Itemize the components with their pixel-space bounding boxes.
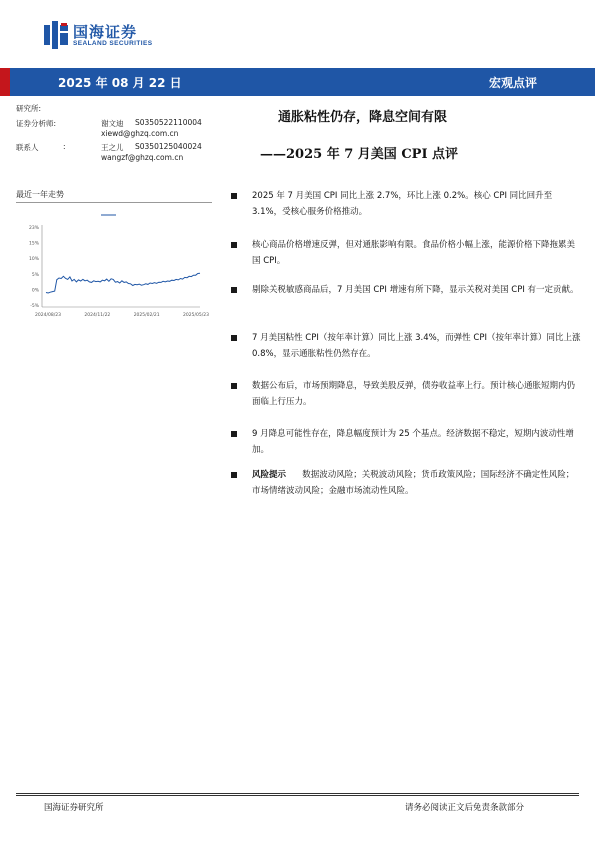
bullet-text: 剔除关税敏感商品后，7 月美国 CPI 增速有所下降，显示关税对美国 CPI 有一定贡献。 [252,285,579,295]
bullet-icon [231,287,237,293]
report-title: 通胀粘性仍存，降息空间有限 [278,110,448,125]
footer-rule [16,793,579,794]
report-date: 2025 年 08 月 22 日 [58,76,182,90]
bullet-icon [231,242,237,248]
analyst-cert: S0350522110004 [135,118,202,127]
bullet-text: 2025 年 7 月美国 CPI 同比上涨 2.7%，环比上涨 0.2%。核心 CPI 同比回升至 3.1%，受核心服务价格推动。 [252,191,553,217]
risk-bullet-icon [231,472,237,478]
bullet-text: 数据公布后，市场预期降息，导致美股反弹，债券收益率上行。预计核心通胀短期内仍面临上行压力。 [252,381,576,407]
analyst-label: 证券分析师: [16,119,57,128]
y-tick-label: 23% [28,226,39,231]
bullet-text: 7 月美国粘性 CPI（按年率计算）同比上涨 3.4%，而弹性 CPI（按年率计算）同比上涨 0.8%，显示通胀粘性仍然存在。 [252,333,581,359]
x-tick-label: 2024/11/22 [84,313,111,318]
report-type: 宏观点评 [489,76,538,90]
bullet-text: 核心商品价格增速反弹，但对通胀影响有限。食品价格小幅上涨，能源价格下降拖累美国 CPI。 [252,240,576,266]
brand-name-cn: 国海证券 [73,23,138,41]
contact-email[interactable]: wangzf@ghzq.com.cn [101,153,184,162]
y-tick-label: 10% [28,257,39,263]
trend-chart [16,205,216,330]
contact-name: 王之儿 [101,143,124,152]
y-tick-label: 15% [28,241,39,247]
header-band-accent [0,68,10,96]
x-tick-label: 2025/02/21 [133,313,160,318]
series-line [46,273,200,293]
risk-text: 数据波动风险；关税波动风险；货币政策风险；国际经济不确定性风险；市场情绪波动风险；金融市场流动性风险。 [252,470,575,496]
y-tick-label: -5% [30,304,39,309]
contact-cert: S0350125040024 [135,142,202,151]
bullet-icon [231,431,237,437]
bullet-icon [231,335,237,341]
company-logo-icon [44,21,68,49]
report-subtitle: ——2025 年 7 月美国 CPI 点评 [260,147,459,162]
footer-institute: 国海证券研究所 [44,803,104,813]
risk-label: 风险提示 [252,470,287,480]
y-tick-label: 5% [31,272,39,278]
footer-disclaimer: 请务必阅读正文后免责条款部分 [405,803,525,813]
risk-note [252,467,582,499]
y-tick-label: 0% [31,288,39,294]
bullet-text: 9 月降息可能性存在，降息幅度预计为 25 个基点。经济数据不稳定，短期内波动性增加。 [252,429,574,455]
x-tick-label: 2025/05/23 [183,313,209,318]
bullet-icon [231,193,237,199]
contact-label: 联系人 [16,143,39,152]
x-tick-label: 2024/08/23 [35,313,61,318]
contact-colon: : [63,142,66,151]
chart-section-title: 最近一年走势 [16,190,64,199]
brand-name-en: SEALAND SECURITIES [73,40,153,47]
analyst-email[interactable]: xiewd@ghzq.com.cn [101,129,179,138]
footer-rule-double [16,795,579,796]
chart-divider [16,202,212,203]
bullet-icon [231,383,237,389]
institute-label: 研究所: [16,104,42,113]
analyst-name: 谢文迪 [101,119,124,128]
